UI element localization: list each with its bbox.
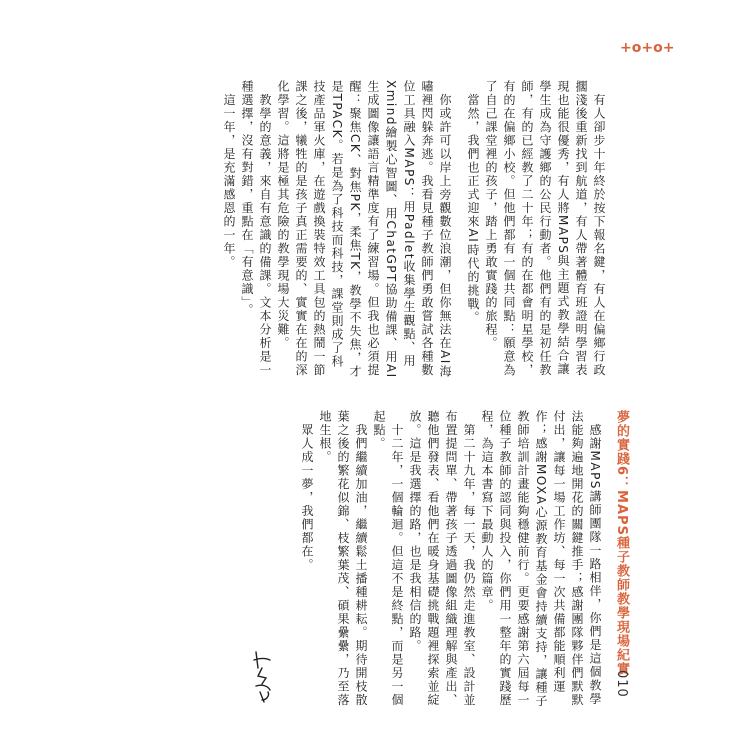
page-number: 010 bbox=[614, 670, 629, 698]
paragraph: 十二年，一個輪迴。但這不是終點，而是另一個起點。 bbox=[372, 410, 404, 707]
running-head: 夢的實踐6：MAPS種子教師教學現場紀實 bbox=[614, 410, 629, 676]
paragraph: 有人卻步十年終於按下報名鍵，有人在偏鄉行政擱淺後重新找到航道，有人帶著體育班證明學習表現也能很優秀，有人將MAPS與主題式教學結合讓學生成為守護鄉的公民行動者。他們有的是初任教師，有的已經教了二十年；有的在都會明星學校，有的在偏鄉小校。但他們都有一個共同點：願意為了自己課堂裡的孩子，踏上勇敢實踐的旅程。 bbox=[484, 80, 606, 377]
lower-text-block bbox=[300, 410, 604, 710]
paragraph: 感謝MAPS講師團隊一路相伴，你們是這個教學法能夠遍地開花的關鍵推手；感謝團隊夥伴們默默付出，讓每一場工作坊、每一次共備都能順利運作；感謝MOXA心源教育基金會持續支持，讓種子教師培訓計畫能夠穩健前行。更要感謝第六屆每一位種子教師的認同與投入，你們用一整年的實踐歷程，為這本書寫下最動人的篇章。 bbox=[480, 410, 602, 708]
signature-image bbox=[250, 648, 276, 704]
paragraph: 這一年，是充滿感恩的一年。 bbox=[222, 80, 236, 269]
paragraph: 眾人成一夢，我們都在。 bbox=[300, 410, 314, 572]
upper-text-block bbox=[168, 80, 608, 380]
ornament-glyph: +o+o+ bbox=[620, 40, 675, 56]
paragraph: 我們繼續加油，繼續鬆土播種耕耘。期待開枝散葉之後的繁花似錦、枝繁葉茂、碩果纍纍，乃至落地生根。 bbox=[318, 410, 368, 707]
ornament-decoration bbox=[620, 40, 675, 57]
paragraph: 當然，我們也正式迎來AI時代的挑戰。 bbox=[466, 80, 480, 325]
paragraph: 你或許可以岸上旁觀數位浪潮，但你無法在AI海嘯裡閃躲奔逃。我看見種子教師們勇敢嘗試各種數位工具融入MAPS：用Padlet收集學生觀點、用Xmind繪製心智圖、用ChatGPT協助備課、用AI生成圖像讓語言精準度有了練習場。但我也必須提醒：聚焦CK、對焦PK，柔焦TK，教學不失焦，才是TPACK。若是為了科技而科技，課堂則成了科技產品軍火庫，在遊戲換裝特效工具包的熱鬧一節課之後，犧牲的是孩子真正需要的、實實在在的深化學習。這將是極其危險的教學現場大災難。 bbox=[276, 80, 452, 379]
signature-stroke bbox=[254, 652, 270, 702]
paragraph: 第二十九年，每一天，我仍然走進教室、設計並布置提問單、帶著孩子透過圖像組織理解與產出、聽他們發表、看他們在暖身基礎挑戰題裡探索並綻放。這是我選擇的路，也是我相信的路。 bbox=[408, 410, 476, 707]
paragraph: 教學的意義，來自有意識的備課。文本分析是一種選擇，沒有對錯，重點在「有意識」。 bbox=[240, 80, 272, 377]
